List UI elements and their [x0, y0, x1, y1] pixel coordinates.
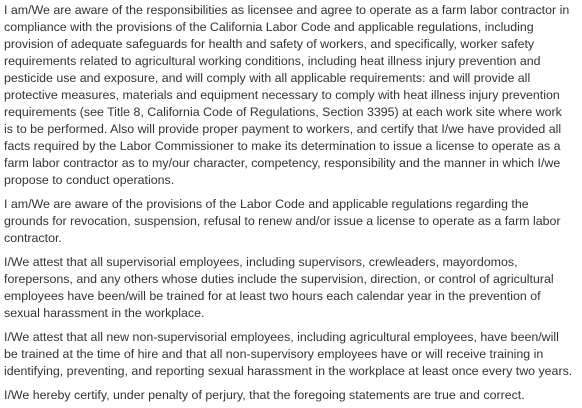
- text-line: be trained at the time of hire and that all non-supervisory employees have or will receive training in: [4, 347, 544, 361]
- text-line: identifying, preventing, and reporting sexual harassment in the workplace at least once every two years.: [4, 364, 573, 378]
- text-line: I am/We are aware of the responsibilities as licensee and agree to operate as a farm labor contractor in: [4, 3, 570, 17]
- text-line: requirements (see Title 8, California Code of Regulations, Section 3395) at each work site where work: [4, 105, 562, 119]
- paragraph-licensee-responsibilities: [4, 2, 580, 189]
- text-line: requirements related to agricultural working conditions, including heat illness injury prevention and: [4, 54, 541, 68]
- text-line: forepersons, and any others whose duties include the supervision, direction, or control of agricultural: [4, 272, 554, 286]
- text-line: sexual harassment in the workplace.: [4, 306, 205, 320]
- text-line: I/We hereby certify, under penalty of perjury, that the foregoing statements are true and correct.: [4, 388, 525, 402]
- paragraph-employee-training: [4, 329, 580, 380]
- text-line: I/We attest that all new non-supervisorial employees, including agricultural employees, have been/will: [4, 330, 559, 344]
- text-line: farm labor contractor as to my/our character, competency, responsibility and the manner in which I/we: [4, 156, 561, 170]
- text-line: employees have been/will be trained for at least two hours each calendar year in the prevention of: [4, 289, 541, 303]
- text-line: facts required by the Labor Commissioner to make its determination to issue a license to operate as a: [4, 139, 561, 153]
- text-line: protective measures, materials and equipment necessary to comply with heat illness injury prevention: [4, 88, 560, 102]
- text-line: compliance with the provisions of the California Labor Code and applicable regulations, including: [4, 20, 534, 34]
- text-line: I am/We are aware of the provisions of the Labor Code and applicable regulations regarding the: [4, 197, 529, 211]
- paragraph-supervisor-training: [4, 254, 580, 322]
- paragraph-revocation-grounds: [4, 196, 580, 247]
- attestation-document: [4, 2, 580, 404]
- paragraph-perjury-certification: [4, 387, 580, 404]
- text-line: is to be performed. Also will provide proper payment to workers, and certify that I/we have provided all: [4, 122, 562, 136]
- text-line: grounds for revocation, suspension, refusal to renew and/or issue a license to operate as a farm labor: [4, 214, 561, 228]
- text-line: I/We attest that all supervisorial employees, including supervisors, crewleaders, mayordomos,: [4, 255, 518, 269]
- text-line: contractor.: [4, 231, 62, 245]
- text-line: propose to conduct operations.: [4, 173, 175, 187]
- text-line: pesticide use and exposure, and will comply with all applicable requirements: and will provide all: [4, 71, 531, 85]
- text-line: provision of adequate safeguards for health and safety of workers, and specifically, worker safety: [4, 37, 535, 51]
